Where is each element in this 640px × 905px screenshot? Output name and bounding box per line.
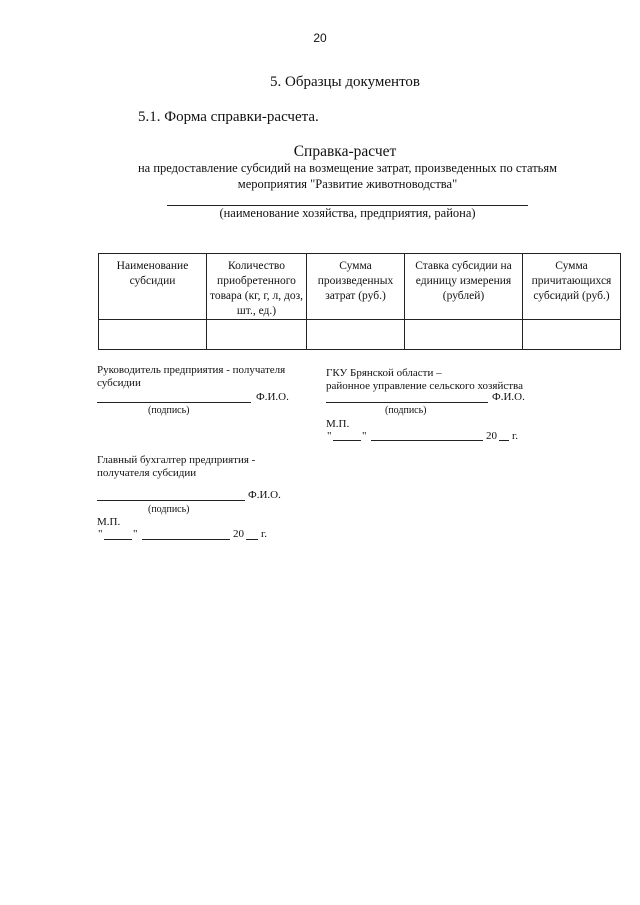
accountant-signature-caption: (подпись) <box>148 504 190 515</box>
gku-date-year-line <box>499 440 509 441</box>
accountant-stamp-label: М.П. <box>97 516 121 528</box>
gku-title-line-1: ГКУ Брянской области – <box>326 367 442 379</box>
table-cell[interactable] <box>405 320 523 350</box>
table-cell[interactable] <box>99 320 207 350</box>
subsidy-calculation-table <box>98 253 621 350</box>
head-signature-caption: (подпись) <box>148 405 190 416</box>
document-subtitle <box>100 160 595 192</box>
gku-signature-caption: (подпись) <box>385 405 427 416</box>
table-cell[interactable] <box>207 320 307 350</box>
header-subsidy-due: Сумма причитающихся субсидий (руб.) <box>523 254 621 320</box>
page-number: 20 <box>313 31 327 45</box>
document-title: Справка-расчет <box>293 143 397 160</box>
header-subsidy-rate: Ставка субсидии на единицу измерения (рублей) <box>405 254 523 320</box>
accountant-date-quote-close: " <box>133 528 138 540</box>
head-title-line-1: Руководитель предприятия - получателя <box>97 364 286 376</box>
head-title-line-2: субсидии <box>97 377 141 389</box>
head-signature-line <box>97 402 251 403</box>
accountant-date-year-suffix: г. <box>261 528 268 540</box>
document-subtitle-line-2: мероприятия "Развитие животноводства" <box>237 177 458 191</box>
head-fio-label: Ф.И.О. <box>256 391 289 403</box>
gku-signature-line <box>326 402 488 403</box>
table-row <box>99 320 621 350</box>
gku-date-year-suffix: г. <box>512 430 519 442</box>
accountant-title-line-2: получателя субсидии <box>97 467 197 479</box>
accountant-date-month-line <box>142 539 230 540</box>
gku-fio-label: Ф.И.О. <box>492 391 525 403</box>
gku-title-line-2: районное управление сельского хозяйства <box>326 380 523 392</box>
header-costs-amount: Сумма произведенных затрат (руб.) <box>307 254 405 320</box>
accountant-date-year-prefix: 20 <box>233 528 244 540</box>
gku-date-quote-close: " <box>362 430 367 442</box>
table-cell[interactable] <box>307 320 405 350</box>
section-title: 5. Образцы документов <box>269 74 421 90</box>
header-quantity: Количество приобретенного товара (кг, г, л, доз, шт., ед.) <box>207 254 307 320</box>
accountant-fio-label: Ф.И.О. <box>248 489 281 501</box>
accountant-title-line-1: Главный бухгалтер предприятия - <box>97 454 256 466</box>
table-cell[interactable] <box>523 320 621 350</box>
gku-date-quote-open: " <box>327 430 332 442</box>
gku-date-day-line <box>333 440 361 441</box>
document-subtitle-line-1: на предоставление субсидий на возмещение затрат, произведенных по статьям <box>137 161 558 175</box>
table-header-row <box>99 254 621 320</box>
head-signature-title <box>97 364 285 390</box>
subsection-title: 5.1. Форма справки-расчета. <box>138 109 319 125</box>
accountant-signature-title <box>97 454 255 480</box>
gku-stamp-label: М.П. <box>326 418 350 430</box>
accountant-date-day-line <box>104 539 132 540</box>
gku-date-month-line <box>371 440 483 441</box>
accountant-date-quote-open: " <box>98 528 103 540</box>
header-subsidy-name: Наименование субсидии <box>99 254 207 320</box>
gku-date-year-prefix: 20 <box>486 430 497 442</box>
organization-name-caption: (наименование хозяйства, предприятия, района) <box>219 206 476 220</box>
accountant-signature-line <box>97 500 245 501</box>
accountant-date-year-line <box>246 539 258 540</box>
gku-signature-title <box>326 367 523 393</box>
